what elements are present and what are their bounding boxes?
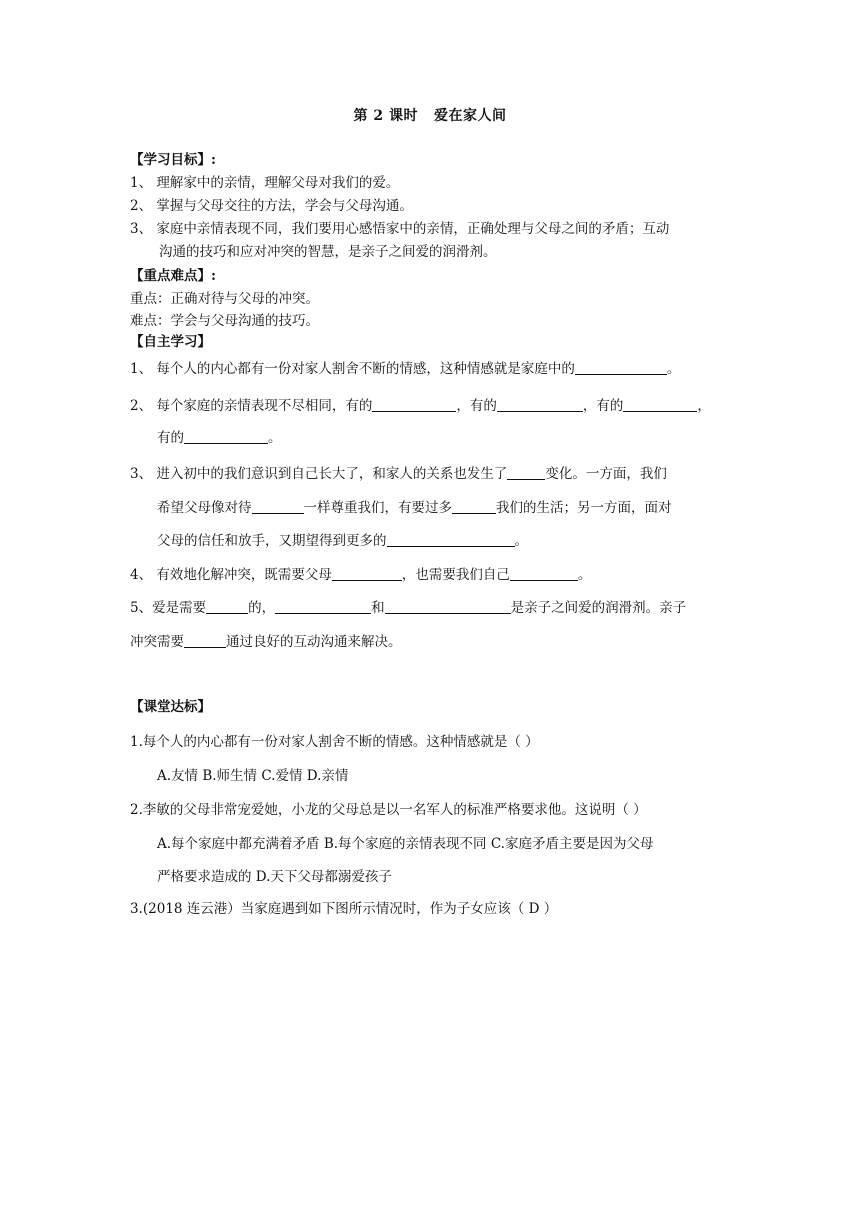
self-study-q1: 1、 每个人的内心都有一份对家人割舍不断的情感，这种情感就是家庭中的 。 bbox=[130, 361, 681, 377]
self-study-heading: 【自主学习】 bbox=[130, 334, 211, 350]
self-study-q2: 2、 每个家庭的亲情表现不尽相同，有的 ，有的 ，有的 ， bbox=[130, 398, 711, 414]
answer-blank[interactable] bbox=[184, 429, 268, 444]
goal-item: 3、 家庭中亲情表现不同，我们要用心感悟家中的亲情，正确处理与父母之间的矛盾；互动 bbox=[130, 221, 670, 237]
self-study-q5-cont: 冲突需要 通过良好的互动沟通来解决。 bbox=[130, 634, 402, 650]
answer-blank[interactable] bbox=[623, 397, 697, 412]
classroom-q1: 1.每个人的内心都有一份对家人割舍不断的情感。这种情感就是（ ） bbox=[130, 734, 539, 750]
classroom-q2: 2.李敏的父母非常宠爱她，小龙的父母总是以一名军人的标准严格要求他。这说明（ ） bbox=[130, 802, 647, 818]
answer-blank[interactable] bbox=[497, 397, 583, 412]
classroom-heading: 【课堂达标】 bbox=[130, 699, 211, 715]
classroom-q2-options: A.每个家庭中都充满着矛盾 B.每个家庭的亲情表现不同 C.家庭矛盾主要是因为父母 bbox=[157, 836, 654, 852]
answer-blank[interactable] bbox=[387, 532, 515, 547]
goal-item: 2、 掌握与父母交往的方法，学会与父母沟通。 bbox=[130, 198, 413, 214]
self-study-q3-cont2: 父母的信任和放手，又期望得到更多的 。 bbox=[157, 533, 528, 549]
answer-blank[interactable] bbox=[206, 599, 248, 614]
lesson-number: 第 2 课时 bbox=[353, 108, 418, 124]
answer-blank[interactable] bbox=[575, 360, 667, 375]
answer-blank[interactable] bbox=[372, 397, 456, 412]
goal-item: 1、 理解家中的亲情，理解父母对我们的爱。 bbox=[130, 175, 400, 191]
answer-blank[interactable] bbox=[510, 566, 578, 581]
answer-blank[interactable] bbox=[507, 465, 545, 480]
classroom-q3: 3.(2018 连云港）当家庭遇到如下图所示情况时，作为子女应该（ D ） bbox=[130, 901, 558, 917]
answer-blank[interactable] bbox=[332, 566, 402, 581]
answer-blank[interactable] bbox=[275, 599, 371, 614]
self-study-q3: 3、 进入初中的我们意识到自己长大了，和家人的关系也发生了 变化。一方面，我们 bbox=[130, 466, 667, 482]
lesson-name: 爱在家人间 bbox=[434, 108, 507, 124]
goal-item-continued: 沟通的技巧和应对冲突的智慧，是亲子之间爱的润滑剂。 bbox=[159, 244, 497, 260]
self-study-q3-cont: 希望父母像对待 一样尊重我们，有要过多 我们的生活；另一方面，面对 bbox=[157, 500, 672, 516]
classroom-q2-options-cont: 严格要求造成的 D.天下父母都溺爱孩子 bbox=[157, 869, 392, 885]
self-study-q4: 4、 有效地化解冲突，既需要父母 ，也需要我们自己 。 bbox=[130, 567, 592, 583]
self-study-q2-cont: 有的 。 bbox=[157, 430, 282, 446]
classroom-q1-options: A.友情 B.师生情 C.爱情 D.亲情 bbox=[157, 768, 349, 784]
key-heading: 【重点难点】: bbox=[130, 268, 216, 284]
key-point: 重点：正确对待与父母的冲突。 bbox=[130, 291, 319, 307]
self-study-q5: 5、爱是需要 的， 和 是亲子之间爱的润滑剂。亲子 bbox=[130, 600, 687, 616]
page-title bbox=[0, 105, 860, 125]
answer-blank[interactable] bbox=[252, 499, 304, 514]
answer-blank[interactable] bbox=[452, 499, 496, 514]
difficult-point: 难点：学会与父母沟通的技巧。 bbox=[130, 313, 319, 329]
answer-blank[interactable] bbox=[385, 599, 511, 614]
goals-heading: 【学习目标】: bbox=[130, 152, 216, 168]
answer-blank[interactable] bbox=[184, 633, 226, 648]
